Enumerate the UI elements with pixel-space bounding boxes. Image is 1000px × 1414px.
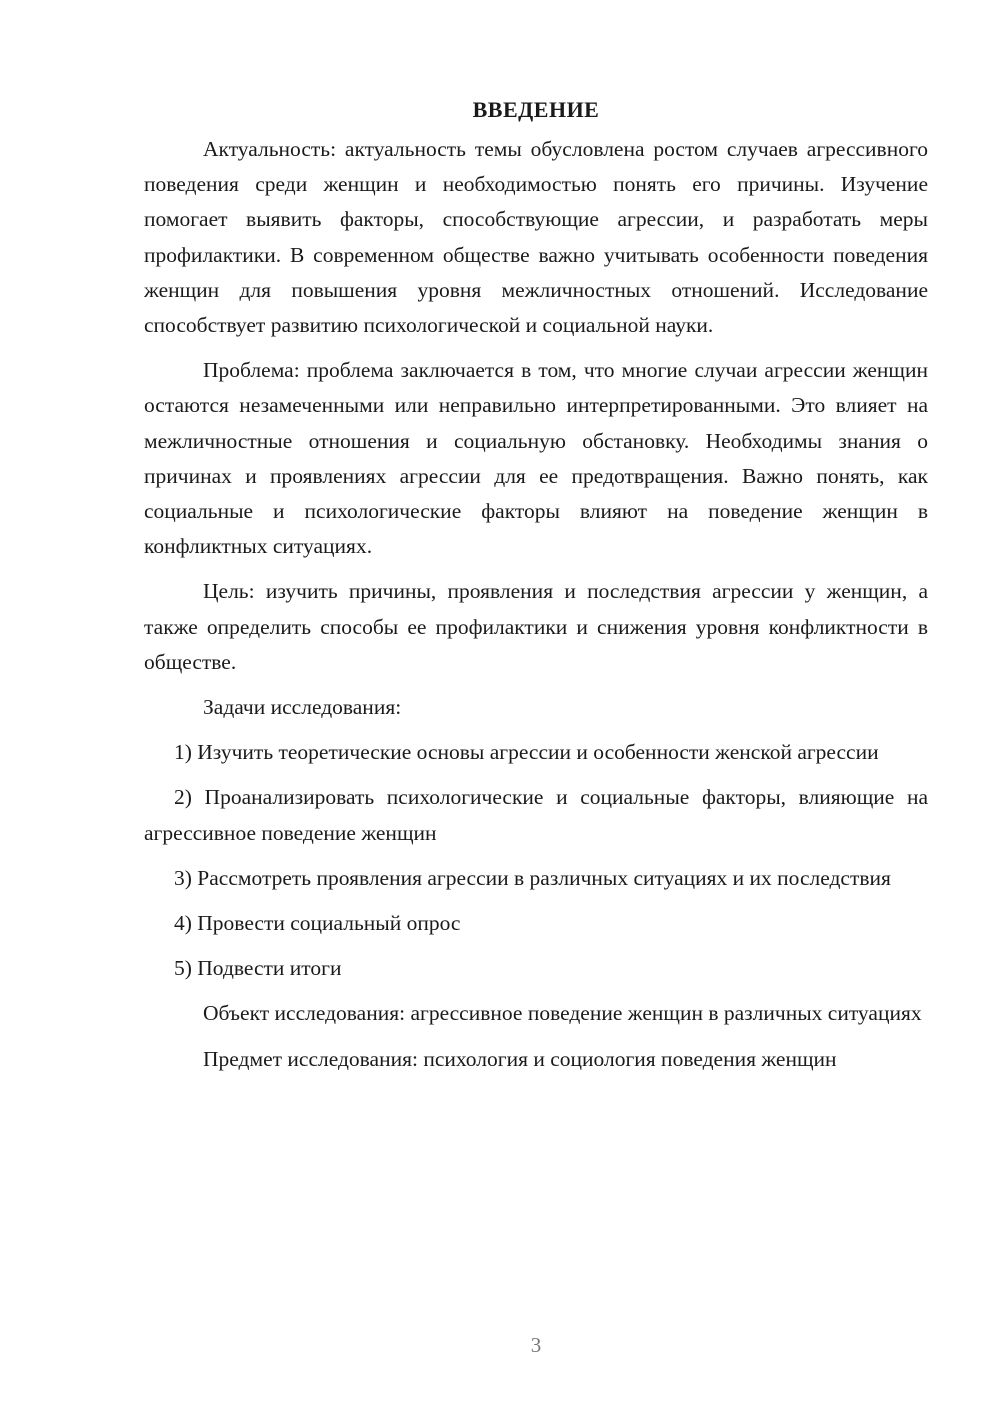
page-number: 3 xyxy=(530,1333,542,1357)
document-page xyxy=(144,92,928,1087)
relevance-paragraph: Актуальность: актуальность темы обусловлена ростом случаев агрессивного поведения среди женщин и необходимостью понять его причины. Изучение помогает выявить факторы, способствующие агрессии, и разработать меры профилактики. В современном обществе важно учитывать особенности поведения женщин для повышения уровня межличностных отношений. Исследование способствует развитию психологической и социальной науки. xyxy=(144,137,928,338)
tasks-heading: Задачи исследования: xyxy=(203,695,402,720)
research-object-paragraph: Объект исследования: агрессивное поведение женщин в различных ситуациях xyxy=(203,1001,922,1026)
task-item: 2) Проанализировать психологические и социальные факторы, влияющие на агрессивное поведение женщин xyxy=(144,785,928,845)
task-item: 4) Провести социальный опрос xyxy=(174,911,461,936)
task-item: 3) Рассмотреть проявления агрессии в различных ситуациях и их последствия xyxy=(174,865,891,890)
goal-paragraph: Цель: изучить причины, проявления и последствия агрессии у женщин, а также определить способы ее профилактики и снижения уровня конфликтности в обществе. xyxy=(144,579,928,674)
research-subject-paragraph: Предмет исследования: психология и социология поведения женщин xyxy=(203,1046,837,1071)
task-item: 1) Изучить теоретические основы агрессии и особенности женской агрессии xyxy=(174,740,879,765)
problem-paragraph: Проблема: проблема заключается в том, что многие случаи агрессии женщин остаются незамеченными или неправильно интерпретированными. Это влияет на межличностные отношения и социальную обстановку. Необходимы знания о причинах и проявлениях агрессии для ее предотвращения. Важно понять, как социальные и психологические факторы влияют на поведение женщин в конфликтных ситуациях. xyxy=(144,358,928,559)
document-title: ВВЕДЕНИЕ xyxy=(472,97,600,122)
task-item: 5) Подвести итоги xyxy=(174,956,342,981)
